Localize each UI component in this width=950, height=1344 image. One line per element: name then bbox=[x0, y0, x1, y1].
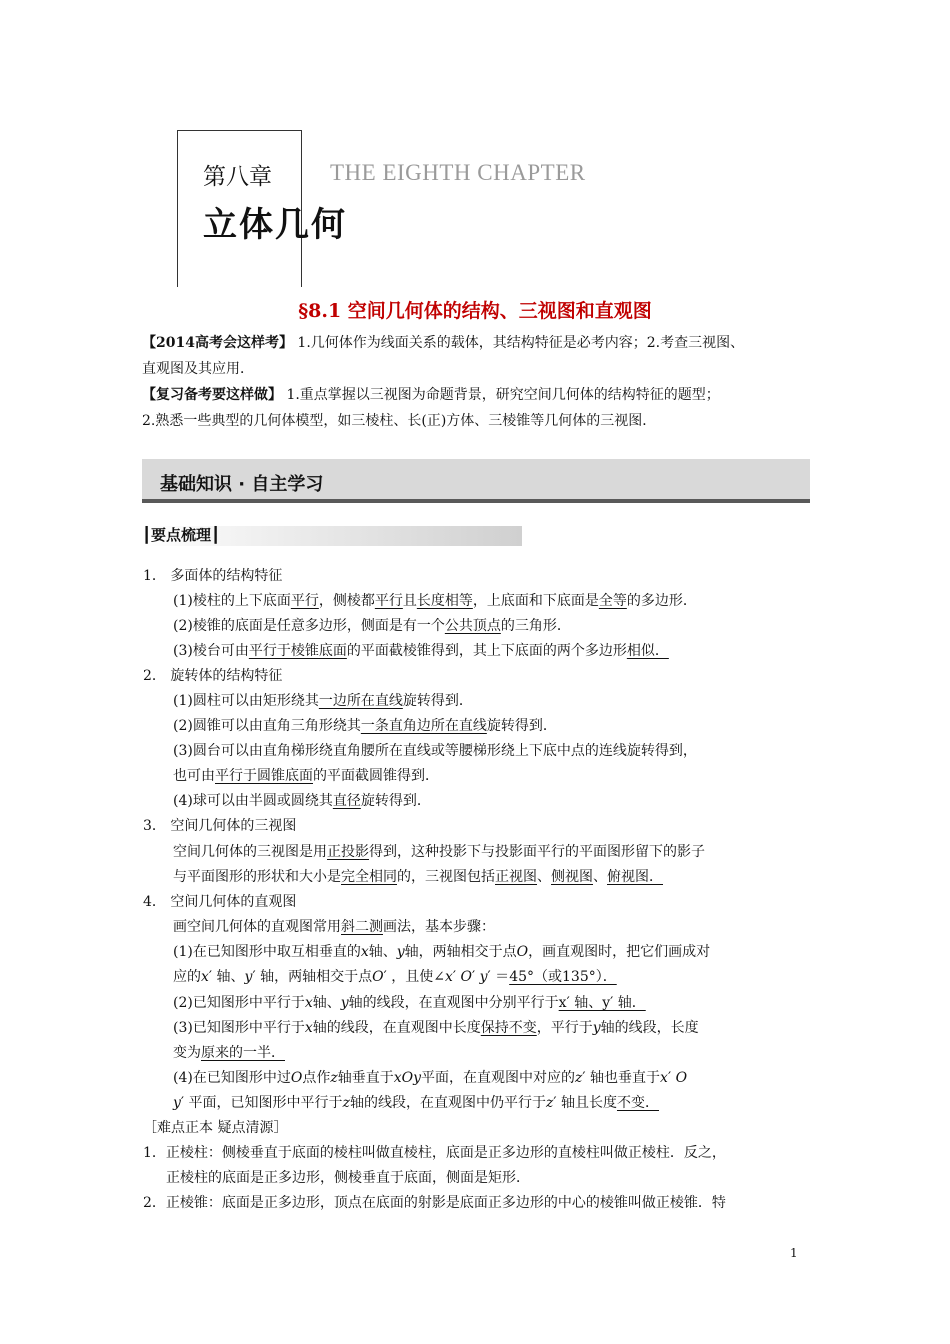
answer-fill: 一条直角边所在直线 bbox=[360, 718, 487, 734]
line-text: 2． 旋转体的结构特征 bbox=[143, 668, 283, 684]
text-line bbox=[173, 716, 557, 736]
line-text: (3)已知图形中平行于 bbox=[173, 1020, 305, 1036]
line-text: 轴、 bbox=[368, 944, 397, 960]
answer-fill: 平行 bbox=[290, 593, 319, 609]
line-text: 画空间几何体的直观图常用 bbox=[173, 919, 341, 935]
answer-fill: 45°（或135°）． bbox=[509, 969, 617, 985]
line-text: ′ 轴，两轴相交于点 bbox=[252, 969, 373, 985]
answer-fill: 平行于圆锥底面 bbox=[215, 768, 313, 784]
text-line bbox=[173, 766, 439, 786]
line-text: 平面，在直观图中对应的 bbox=[421, 1070, 576, 1086]
line-text: 4． 空间几何体的直观图 bbox=[143, 894, 297, 910]
line-text: 得到，这种投影下与投影面平行的平面图形留下的影子 bbox=[369, 844, 705, 860]
text-line bbox=[173, 641, 669, 661]
line-text: 轴的线段，在直观图中分别平行于 bbox=[348, 995, 559, 1011]
answer-fill: 公共顶点 bbox=[444, 618, 501, 634]
line-text: y bbox=[244, 969, 253, 985]
line-text: 旋转得到． bbox=[402, 693, 473, 709]
answer-fill: 直径 bbox=[332, 793, 361, 809]
line-text: (4)在已知图形中过 bbox=[173, 1070, 291, 1086]
exam-line-2: 直观图及其应用． bbox=[142, 361, 254, 377]
line-text: y bbox=[479, 969, 488, 985]
line-text: x bbox=[444, 969, 453, 985]
line-text: z bbox=[575, 1070, 583, 1086]
line-text: (2)圆锥可以由直角三角形绕其 bbox=[173, 718, 361, 734]
chapter-english-title: THE EIGHTH CHAPTER bbox=[330, 160, 586, 185]
line-text: ′ ＝ bbox=[487, 969, 510, 985]
answer-fill: x′ 轴、y′ 轴． bbox=[558, 995, 646, 1011]
line-text: 旋转得到． bbox=[360, 793, 431, 809]
answer-fill: 长度相等 bbox=[416, 593, 473, 609]
line-text: O bbox=[290, 1070, 303, 1086]
line-text: ，侧棱都 bbox=[318, 593, 375, 609]
line-text: x bbox=[304, 1020, 313, 1036]
line-text: z bbox=[330, 1070, 338, 1086]
line-text: xOy bbox=[393, 1070, 422, 1086]
exam-line-1: 1.几何体作为线面关系的载体，其结构特征是必考内容；2.考查三视图、 bbox=[297, 335, 745, 351]
line-text: y bbox=[396, 944, 405, 960]
line-text: 的平面截棱锥得到，其上下底面的两个多边形 bbox=[346, 643, 627, 659]
line-text: x bbox=[201, 969, 209, 985]
line-text: (1)在已知图形中取互相垂直的 bbox=[173, 944, 361, 960]
text-line bbox=[173, 867, 663, 887]
text-line bbox=[173, 942, 710, 962]
line-text: 、 bbox=[537, 869, 551, 885]
line-text: z bbox=[342, 1095, 350, 1111]
answer-fill: 正投影 bbox=[327, 844, 369, 860]
line-text: 3． 空间几何体的三视图 bbox=[143, 818, 297, 834]
line-text: ′ 轴也垂直于 bbox=[582, 1070, 661, 1086]
line-text: 1．正棱柱：侧棱垂直于底面的棱柱叫做直棱柱，底面是正多边形的直棱柱叫做正棱柱．反之， bbox=[143, 1145, 726, 1161]
line-text: 轴，两轴相交于点 bbox=[404, 944, 517, 960]
line-text: ，画直观图时，把它们画成对 bbox=[528, 944, 711, 960]
text-line bbox=[173, 917, 495, 937]
answer-fill: 相似． bbox=[626, 643, 669, 659]
line-text: y bbox=[592, 1020, 601, 1036]
line-text: 的三角形． bbox=[500, 618, 571, 634]
line-text: 轴的线段，在直观图中仍平行于 bbox=[349, 1095, 546, 1111]
line-text: 轴、 bbox=[312, 995, 341, 1011]
line-text: 轴垂直于 bbox=[337, 1070, 394, 1086]
line-text: (2)棱锥的底面是任意多边形，侧面是有一个 bbox=[173, 618, 445, 634]
answer-fill: 不变． bbox=[616, 1095, 659, 1111]
exam-tag: 【2014高考会这样考】 bbox=[142, 335, 293, 351]
line-text: ′ bbox=[452, 969, 461, 985]
chapter-number: 第八章 bbox=[203, 164, 272, 190]
text-line bbox=[173, 842, 705, 862]
answer-fill: 平行 bbox=[374, 593, 403, 609]
line-text: x bbox=[304, 995, 313, 1011]
answer-fill: 平行于棱锥底面 bbox=[248, 643, 347, 659]
answer-fill: 斜二测 bbox=[341, 919, 383, 935]
line-text: 的，三视图包括 bbox=[397, 869, 495, 885]
text-line bbox=[173, 993, 646, 1013]
text-line bbox=[173, 1093, 659, 1113]
exam-intro bbox=[142, 330, 822, 356]
line-text: 正棱柱的底面是正多边形，侧棱垂直于底面，侧面是矩形． bbox=[166, 1170, 530, 1186]
line-text: ［难点正本 疑点清源］ bbox=[143, 1120, 288, 1136]
review-line-1: 1.重点掌握以三视图为命题背景，研究空间几何体的结构特征的题型； bbox=[286, 387, 720, 403]
line-text: ′ 轴、 bbox=[208, 969, 245, 985]
answer-fill: 保持不变 bbox=[480, 1020, 537, 1036]
text-line bbox=[173, 1018, 699, 1038]
text-line bbox=[173, 1068, 687, 1088]
text-line bbox=[173, 967, 617, 987]
line-text: y bbox=[173, 1095, 181, 1111]
line-text: (3)棱台可由 bbox=[173, 643, 249, 659]
line-text: 点作 bbox=[302, 1070, 331, 1086]
text-line bbox=[143, 566, 282, 586]
text-line bbox=[143, 816, 296, 836]
text-line bbox=[173, 791, 431, 811]
line-text: O bbox=[460, 969, 472, 985]
line-text: 与平面图形的形状和大小是 bbox=[173, 869, 341, 885]
page-number: 1 bbox=[790, 1246, 798, 1260]
line-text: 的多边形． bbox=[626, 593, 697, 609]
line-text: ′ 平面，已知图形中平行于 bbox=[180, 1095, 343, 1111]
review-line-2: 2.熟悉一些典型的几何体模型，如三棱柱、长(正)方体、三棱锥等几何体的三视图． bbox=[142, 413, 657, 429]
line-text: 轴的线段，在直观图中长度 bbox=[312, 1020, 481, 1036]
line-text: 画法，基本步骤： bbox=[383, 919, 495, 935]
line-text: 且 bbox=[402, 593, 417, 609]
answer-fill: 一边所在直线 bbox=[318, 693, 403, 709]
answer-fill: 原来的一半． bbox=[201, 1045, 285, 1061]
line-text: 、 bbox=[593, 869, 607, 885]
line-text: (1)棱柱的上下底面 bbox=[173, 593, 291, 609]
line-text: O bbox=[372, 969, 384, 985]
text-line bbox=[143, 1193, 726, 1213]
line-text: (4)球可以由半圆或圆绕其 bbox=[173, 793, 333, 809]
text-line bbox=[173, 741, 697, 761]
line-text: 轴的线段，长度 bbox=[600, 1020, 699, 1036]
line-text: x bbox=[660, 1070, 668, 1086]
line-text: (2)已知图形中平行于 bbox=[173, 995, 305, 1011]
line-text: 的平面截圆锥得到． bbox=[313, 768, 439, 784]
line-text: ，平行于 bbox=[536, 1020, 593, 1036]
review-intro bbox=[142, 382, 822, 408]
text-line bbox=[143, 666, 282, 686]
answer-fill: 完全相同 bbox=[341, 869, 397, 885]
line-text: x bbox=[360, 944, 369, 960]
line-text: 变为 bbox=[173, 1045, 201, 1061]
line-text: ′ bbox=[471, 969, 480, 985]
line-text: (3)圆台可以由直角梯形绕直角腰所在直线或等腰梯形绕上下底中点的连线旋转得到， bbox=[173, 743, 697, 759]
band-title: 基础知识 · 自主学习 bbox=[160, 474, 324, 495]
line-text: 旋转得到． bbox=[486, 718, 557, 734]
text-line bbox=[173, 1043, 285, 1063]
line-text: 应的 bbox=[173, 969, 201, 985]
chapter-title: 立体几何 bbox=[203, 205, 347, 245]
review-tag: 【复习备考要这样做】 bbox=[142, 387, 282, 403]
text-line bbox=[143, 1118, 287, 1138]
line-text: ′ 轴且长度 bbox=[553, 1095, 617, 1111]
text-line bbox=[173, 691, 473, 711]
text-line bbox=[173, 616, 571, 636]
line-text: O bbox=[675, 1070, 688, 1086]
line-text: ′ bbox=[667, 1070, 676, 1086]
sub-title: ┃要点梳理┃ bbox=[142, 526, 221, 544]
line-text: (1)圆柱可以由矩形绕其 bbox=[173, 693, 319, 709]
line-text: y bbox=[340, 995, 349, 1011]
line-text: O bbox=[516, 944, 529, 960]
answer-fill: 正视图 bbox=[495, 869, 537, 885]
answer-fill: 全等 bbox=[598, 593, 627, 609]
line-text: 2．正棱锥：底面是正多边形，顶点在底面的射影是底面正多边形的中心的棱锥叫做正棱锥．特 bbox=[143, 1195, 726, 1211]
text-line bbox=[143, 892, 296, 912]
line-text: 也可由 bbox=[173, 768, 215, 784]
line-text: ，上底面和下底面是 bbox=[472, 593, 599, 609]
line-text: z bbox=[545, 1095, 554, 1111]
answer-fill: 俯视图． bbox=[607, 869, 663, 885]
line-text: ′ ，且使∠ bbox=[383, 969, 445, 985]
section-title: §8.1 空间几何体的结构、三视图和直观图 bbox=[298, 300, 652, 322]
text-line bbox=[173, 591, 697, 611]
line-text: 空间几何体的三视图是用 bbox=[173, 844, 327, 860]
text-line bbox=[143, 1143, 726, 1163]
line-text: 1． 多面体的结构特征 bbox=[143, 568, 283, 584]
text-line bbox=[166, 1168, 530, 1188]
answer-fill: 侧视图 bbox=[551, 869, 593, 885]
